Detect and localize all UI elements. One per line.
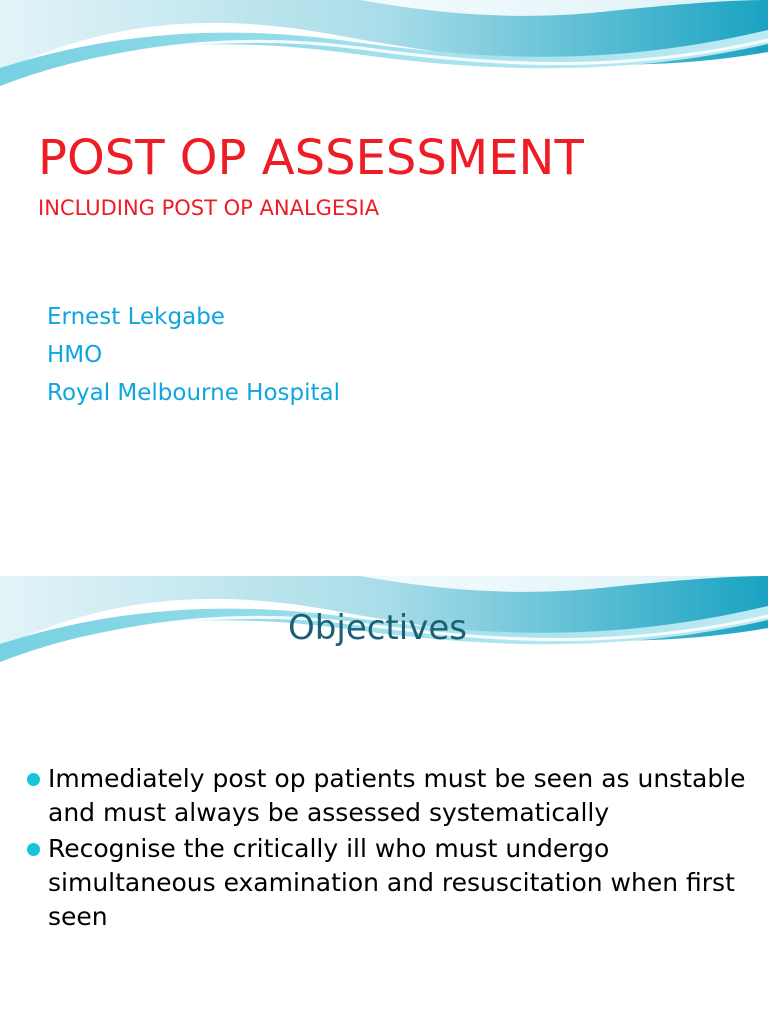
slide-subtitle: INCLUDING POST OP ANALGESIA	[38, 196, 380, 220]
bullet-text: Immediately post op patients must be seen as unstable and must always be assessed systematically	[48, 764, 746, 827]
slide-title-heading: POST OP ASSESSMENT	[38, 130, 584, 186]
author-block	[47, 298, 340, 412]
bullet-dot-icon	[27, 773, 40, 786]
author-institution: Royal Melbourne Hospital	[47, 380, 340, 406]
wave-banner-decoration	[0, 0, 768, 100]
author-role: HMO	[47, 342, 103, 368]
objectives-heading: Objectives	[288, 608, 467, 648]
list-item	[22, 762, 762, 830]
bullet-text: Recognise the critically ill who must undergo simultaneous examination and resuscitation when first seen	[48, 834, 735, 931]
list-item	[22, 832, 762, 934]
objectives-list	[22, 762, 762, 936]
slide-objectives	[0, 576, 768, 1024]
author-name: Ernest Lekgabe	[47, 304, 225, 330]
bullet-dot-icon	[27, 843, 40, 856]
